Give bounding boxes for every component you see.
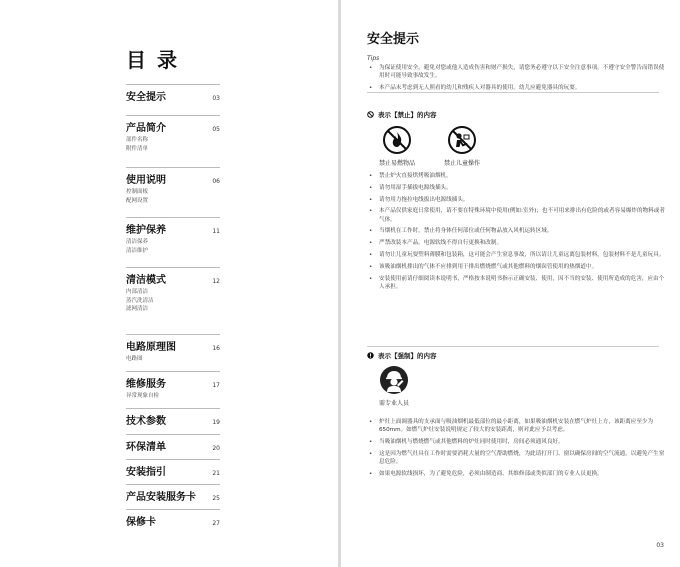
- toc-sub-item: 清洁维护: [126, 247, 149, 254]
- list-item: • 当烟机在工作时，禁止将身体任何部位或任何物品放入风机运转区域。: [367, 227, 667, 235]
- toc-entry-name: 使用说明: [126, 175, 166, 186]
- toc-entry: [126, 509, 220, 528]
- toc-sub-item: 内部清洁: [126, 289, 149, 295]
- prohibit-heading-text: 表示【禁止】的内容: [378, 111, 437, 119]
- toc-row: [126, 460, 220, 478]
- toc-entry-name: 产品简介: [126, 123, 166, 134]
- list-item: • 如果电源软线损坏，为了避免危险，必须由制造商、其维修部或类似部门的专业人员更换。: [367, 470, 667, 478]
- toc-entry-name: 安装指引: [126, 467, 166, 478]
- toc-entry-name: 维护保养: [126, 225, 166, 236]
- toc-page: [0, 0, 338, 567]
- toc-sub-item: 异常现象自检: [126, 393, 160, 399]
- list-item: • 该吸油烟机排出的气体不应排到用于排出燃烧燃气或其他燃料的烟囱管使用的热烟道中。: [367, 263, 667, 271]
- list-item: • 安装使用前请仔细阅读本说明书，严格按本说明书指示正确安装、使用，因不当的安装、使用所造成的危害，应由个人承担。: [367, 275, 667, 292]
- toc-entry: [126, 84, 220, 103]
- list-item: • 当吸油烟机与燃烧燃气或其他燃料的炉灶同时使用时，房间必须通风良好。: [367, 438, 667, 446]
- list-item: • 这是因为燃气灶具在工作时需要消耗大量的空气帮助燃烧，为此请打开门、窗以确保房间的空气流通，以避免产生窒息危险。: [367, 450, 667, 467]
- toc-sub-item: 部件名称: [126, 137, 149, 143]
- list-item: • 严禁改装本产品，电源软线不得自行更换和改制。: [367, 239, 667, 247]
- toc-entry-name: 清洁模式: [126, 275, 166, 286]
- toc-row: [126, 116, 220, 134]
- toc-entry-name: 维修服务: [126, 379, 166, 390]
- toc-entry-name: 电路原理图: [126, 342, 176, 353]
- toc-entry: [126, 334, 220, 364]
- toc-entry-page: 06: [212, 178, 220, 185]
- toc-title: 目 录: [126, 48, 179, 72]
- toc-entry-name: 产品安装服务卡: [126, 492, 196, 503]
- toc-row: [126, 409, 220, 427]
- toc-entry-page: 19: [212, 419, 220, 426]
- toc-sub-list: [126, 238, 220, 255]
- toc-entry: [126, 167, 220, 205]
- toc-sub-list: [126, 355, 220, 364]
- list-item: • 禁止炉火直接烘烤吸油烟机。: [367, 172, 667, 180]
- toc-entry: [126, 267, 220, 314]
- toc-entry-page: 11: [212, 228, 220, 235]
- toc-row: [126, 485, 220, 503]
- toc-sub-item: 清洁保养: [126, 239, 149, 245]
- no-flammable-block: [379, 125, 415, 167]
- toc-row: [126, 268, 220, 286]
- toc-entry-page: 12: [212, 278, 220, 285]
- list-item: • 请勿用湿手插拔电源线插头。: [367, 184, 667, 192]
- toc-entry-name: 保修卡: [126, 517, 156, 528]
- page-number: 03: [656, 542, 664, 549]
- toc-sub-item: 配网设置: [126, 197, 149, 204]
- toc-sub-item: 控制面板: [126, 189, 149, 195]
- toc-sub-item: 电路图: [126, 356, 143, 362]
- no-children-block: [444, 125, 480, 167]
- toc-entry-name: 安全提示: [126, 92, 166, 103]
- no-flammable-icon: [382, 125, 412, 155]
- toc-entry-page: 27: [212, 520, 220, 527]
- professional-worker-icon: [379, 365, 409, 395]
- toc-entry: [126, 217, 220, 255]
- toc-entry-page: 17: [212, 382, 220, 389]
- toc-row: [126, 335, 220, 353]
- divider: [367, 92, 659, 93]
- divider: [367, 346, 659, 347]
- toc-sub-item: 滤网清洁: [126, 306, 149, 312]
- mandatory-list: [367, 418, 667, 482]
- no-children-caption: 禁止儿童操作: [444, 160, 481, 167]
- toc-entry-page: 21: [212, 470, 220, 477]
- prohibit-icon: [367, 111, 374, 118]
- mandatory-heading-text: 表示【强制】的内容: [378, 352, 437, 360]
- list-item: • 为保证使用安全，避免对您或他人造成伤害和财产损失，请您务必遵守以下安全注意事项。不遵守安全警告而错误使用时可能导致事故发生。: [367, 64, 667, 81]
- professional-worker-caption: 需专业人员: [379, 400, 410, 407]
- toc-row: [126, 218, 220, 236]
- toc-entry: [126, 459, 220, 478]
- list-item: • 本产品未考虑到无人照看的幼儿和残疾人对器具的使用。幼儿应避免器具的玩耍。: [367, 84, 667, 92]
- toc-sub-item: 蒸汽洗清洁: [126, 297, 154, 304]
- toc-sub-list: [126, 288, 220, 314]
- toc-entry: [126, 408, 220, 427]
- toc-sub-list: [126, 392, 220, 401]
- safety-page: [341, 0, 680, 567]
- toc-sub-list: [126, 136, 220, 153]
- tips-label: Tips: [367, 55, 380, 62]
- toc-entry-page: 25: [212, 495, 220, 502]
- toc-entry-page: 20: [212, 445, 220, 452]
- toc-entry-page: 16: [212, 345, 220, 352]
- toc-entry: [126, 484, 220, 503]
- toc-entry: [126, 115, 220, 153]
- professional-worker-block: [379, 365, 409, 407]
- toc-entry-page: 03: [212, 95, 220, 102]
- list-item: • 炉灶上面调器具的支承面与吸油烟机最低部位的最小距离，如果吸油烟机安装在燃气炉灶上方，该距离应至少为650mm。如燃气炉灶安装说明规定了较大的安装距离，则对此应予以考虑。: [367, 418, 667, 435]
- toc-entry-name: 技术参数: [126, 416, 166, 427]
- toc-row: [126, 168, 220, 186]
- prohibit-heading: [367, 110, 437, 119]
- no-flammable-caption: 禁止易燃物品: [379, 160, 416, 167]
- mandatory-icon: [367, 352, 374, 359]
- mandatory-heading: [367, 351, 437, 360]
- toc-row: [126, 435, 220, 453]
- toc-entry: [126, 434, 220, 453]
- toc-sub-list: [126, 188, 220, 205]
- list-item: • 请勿用力拖拉电线拔出电源线插头。: [367, 196, 667, 204]
- toc-row: [126, 510, 220, 528]
- toc-entry-page: 05: [212, 126, 220, 133]
- no-children-icon: [447, 125, 477, 155]
- toc-row: [126, 372, 220, 390]
- safety-title: 安全提示: [367, 32, 420, 47]
- toc-sub-item: 附件清单: [126, 145, 149, 152]
- list-item: • 请勿让儿童玩耍塑料薄膜和包装箱，这可能会产生窒息事故，所以请让儿童远离包装材料，包装材料不是儿童玩具。: [367, 251, 667, 259]
- prohibit-list: [367, 172, 667, 295]
- toc-row: [126, 85, 220, 103]
- list-item: • 本产品仅供家庭日常使用，请不要在特殊环境中使用(例如:室外)；也不可用来排出有危险的或者容易爆炸的物料或者气体。: [367, 207, 667, 224]
- toc-entry-name: 环保清单: [126, 442, 166, 453]
- toc-entry: [126, 371, 220, 401]
